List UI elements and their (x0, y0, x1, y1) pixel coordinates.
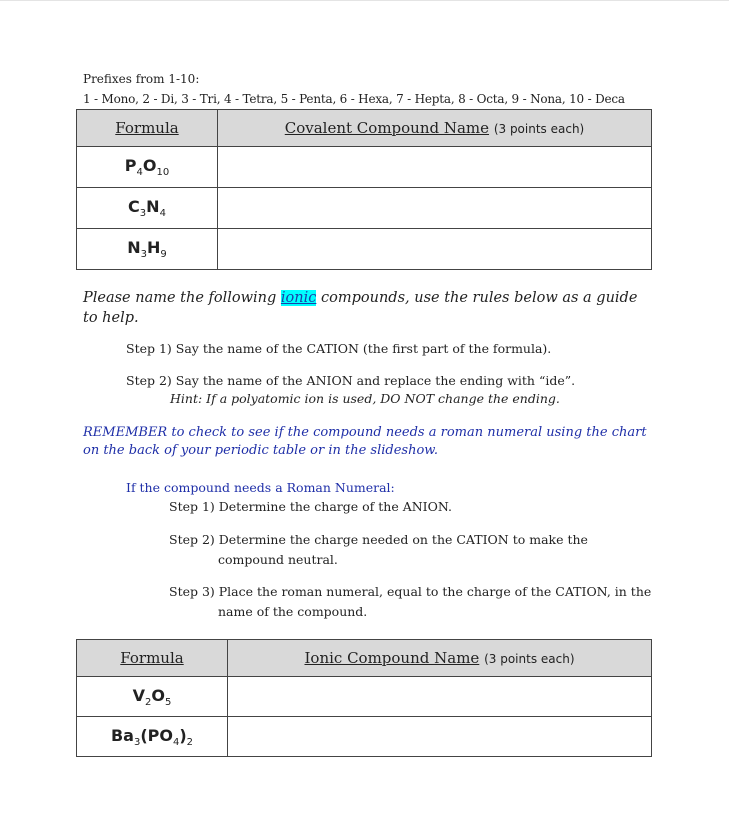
table-row (77, 229, 652, 270)
remember-note: REMEMBER to check to see if the compound needs a roman numeral using the chart on the back of your periodic table or in the slideshow. (83, 425, 647, 458)
answer-cell[interactable] (218, 147, 652, 188)
ionic-instructions: Please name the following ionic compounds, use the rules below as a guide to help. (83, 290, 638, 326)
ionic-highlight: ionic (280, 290, 317, 306)
formula-cell: $Ba_3(PO_4)_2$ (77, 717, 228, 757)
table-row (77, 677, 652, 717)
table-row (77, 188, 652, 229)
roman-numeral-title: If the compound needs a Roman Numeral: (126, 480, 395, 495)
formula-cell: $N_3H_9$ (77, 229, 218, 270)
ionic-name-header: Ionic Compound Name (3 points each) (228, 640, 652, 677)
covalent-points-label: (3 points each) (493, 122, 585, 136)
answer-cell[interactable] (228, 717, 652, 757)
table-row (77, 717, 652, 757)
answer-cell[interactable] (228, 677, 652, 717)
ionic-table-header (77, 640, 652, 677)
formula-cell: $P_4O_{10}$ (77, 147, 218, 188)
naming-step-1: Step 1) Say the name of the CATION (the first part of the formula). (126, 341, 552, 356)
roman-step-3: Step 3) Place the roman numeral, equal to the charge of the CATION, in the (169, 584, 652, 599)
formula-cell: $C_3N_4$ (77, 188, 218, 229)
ionic-formula-header: Formula (77, 640, 228, 677)
page-top-edge (0, 0, 729, 1)
prefixes-list: 1 - Mono, 2 - Di, 3 - Tri, 4 - Tetra, 5 - Penta, 6 - Hexa, 7 - Hepta, 8 - Octa, 9 - Nona, 10 - Deca (83, 92, 625, 106)
covalent-table (76, 109, 652, 270)
ionic-table (76, 639, 652, 757)
ionic-points-label: (3 points each) (484, 652, 575, 666)
answer-cell[interactable] (218, 188, 652, 229)
formula-cell: $V_2O_5$ (77, 677, 228, 717)
covalent-formula-header: Formula (77, 110, 218, 147)
naming-step-2: Step 2) Say the name of the ANION and replace the ending with “ide”. (126, 373, 576, 388)
roman-step-2: Step 2) Determine the charge needed on the CATION to make the (169, 532, 588, 547)
prefixes-title: Prefixes from 1-10: (83, 72, 200, 86)
polyatomic-hint: Hint: If a polyatomic ion is used, DO NOT change the ending. (170, 391, 560, 406)
covalent-table-header (77, 110, 652, 147)
answer-cell[interactable] (218, 229, 652, 270)
roman-step-1: Step 1) Determine the charge of the ANION. (169, 499, 452, 514)
roman-step-3-cont: name of the compound. (218, 604, 368, 619)
table-row (77, 147, 652, 188)
roman-step-2-cont: compound neutral. (218, 552, 338, 567)
covalent-name-header: Covalent Compound Name (3 points each) (218, 110, 652, 147)
